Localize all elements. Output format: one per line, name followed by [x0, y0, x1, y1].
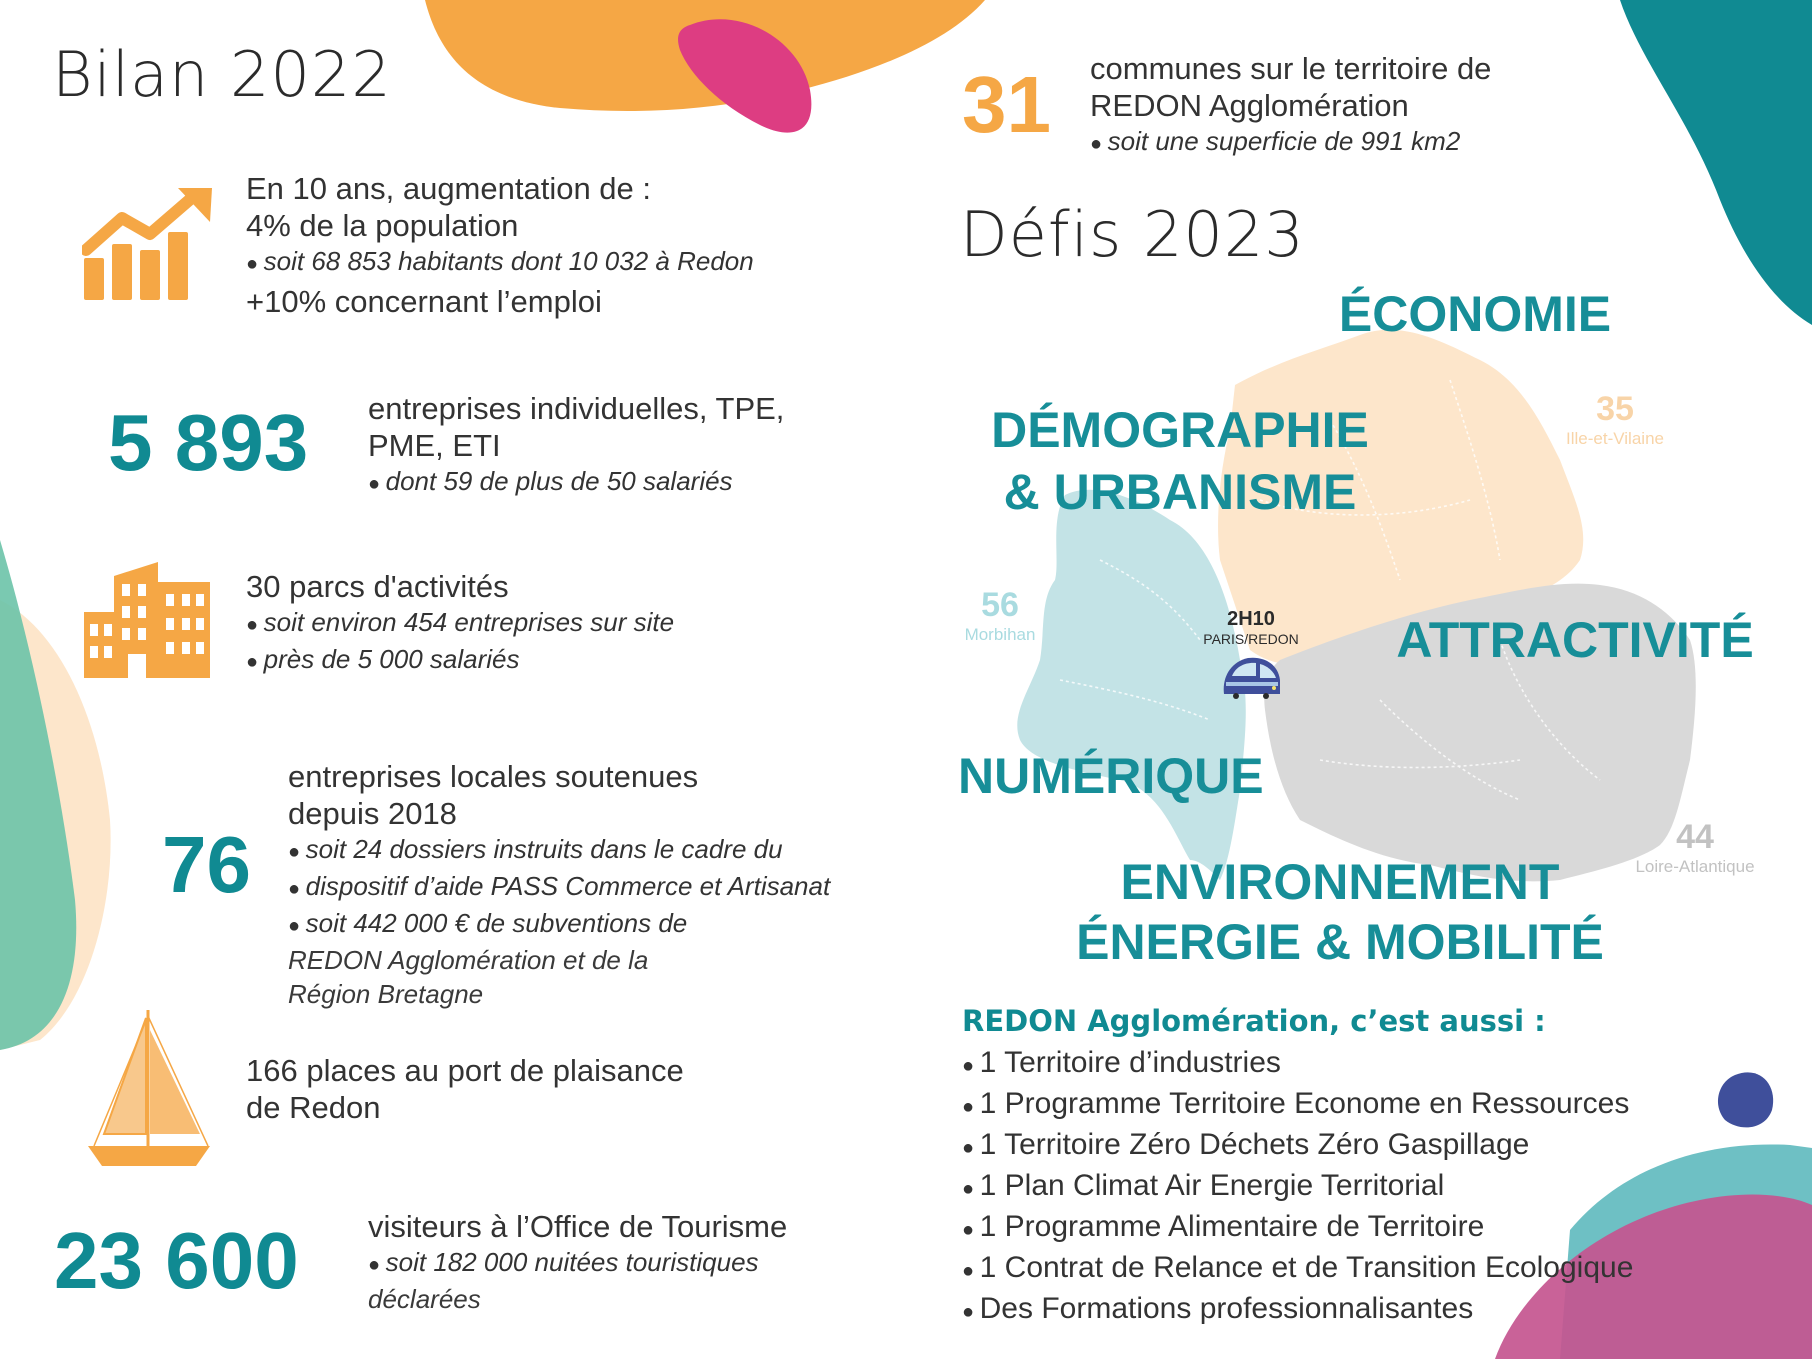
aussi-title: REDON Agglomération, c’est aussi : [962, 1004, 1546, 1038]
building-icon [84, 562, 214, 678]
locales-number: 76 [162, 820, 251, 909]
population-line1: En 10 ans, augmentation de : [246, 171, 652, 206]
tourisme-line1: visiteurs à l’Office de Tourisme [368, 1209, 788, 1244]
loire-number: 44 [1676, 818, 1714, 856]
locales-line2: depuis 2018 [288, 796, 457, 831]
tourisme-detail2: déclarées [368, 1284, 481, 1314]
map-label-morbihan [940, 586, 1060, 645]
port-line1: 166 places au port de plaisance [246, 1053, 684, 1088]
population-line3: +10% concernant l’emploi [246, 284, 602, 319]
communes-line2: REDON Agglomération [1090, 88, 1409, 123]
map-label-ille [1540, 390, 1690, 449]
theme-demographie-line1: DÉMOGRAPHIE [991, 402, 1369, 458]
map-label-loire [1620, 818, 1770, 877]
theme-demographie-line2: & URBANISME [1003, 464, 1357, 520]
population-block [246, 170, 866, 320]
list-item: ● 1 Programme Territoire Econome en Ressources [962, 1085, 1722, 1126]
entreprises-block [368, 390, 828, 501]
tourisme-block [368, 1208, 868, 1316]
entreprises-line2: PME, ETI [368, 428, 501, 463]
train-label [1186, 608, 1316, 647]
tourisme-detail1: ● soit 182 000 nuitées touristiques [368, 1245, 868, 1282]
communes-detail: ● soit une superficie de 991 km2 [1090, 124, 1590, 161]
communes-block [1090, 50, 1590, 161]
list-item: ● 1 Territoire Zéro Déchets Zéro Gaspillage [962, 1126, 1722, 1167]
port-line2: de Redon [246, 1090, 381, 1125]
morbihan-name: Morbihan [964, 625, 1036, 644]
entreprises-number: 5 893 [108, 398, 309, 487]
ille-number: 35 [1596, 390, 1634, 428]
parcs-detail1: ● soit environ 454 entreprises sur site [246, 605, 846, 642]
entreprises-detail: ● dont 59 de plus de 50 salariés [368, 464, 828, 501]
locales-detail1b-text: dispositif d’aide PASS Commerce et Artisanat [305, 871, 831, 901]
list-item: ● 1 Plan Climat Air Energie Territorial [962, 1167, 1722, 1208]
locales-detail2c: Région Bretagne [288, 979, 484, 1009]
parcs-detail2: ● près de 5 000 salariés [246, 642, 846, 679]
parcs-block [246, 568, 846, 679]
list-item: ● 1 Territoire d’industries [962, 1044, 1722, 1085]
bilan-title: Bilan 2022 [52, 38, 392, 111]
locales-block [288, 758, 868, 1011]
theme-attractivite: ATTRACTIVITÉ [1396, 612, 1754, 668]
defis-title: Défis 2023 [960, 198, 1305, 271]
theme-economie: ÉCONOMIE [1338, 286, 1612, 342]
locales-detail1b [288, 869, 868, 906]
train-route: PARIS/REDON [1203, 631, 1299, 647]
parcs-line1: 30 parcs d'activités [246, 569, 509, 604]
list-item: ● 1 Programme Alimentaire de Territoire [962, 1208, 1722, 1249]
growth-chart-icon [82, 188, 214, 300]
ille-name: Ille-et-Vilaine [1566, 429, 1664, 448]
theme-environnement-line2: ÉNERGIE & MOBILITÉ [1076, 914, 1604, 970]
theme-numerique: NUMÉRIQUE [958, 748, 1264, 804]
population-detail: ● soit 68 853 habitants dont 10 032 à Redon [246, 244, 866, 281]
entreprises-line1: entreprises individuelles, TPE, [368, 391, 785, 426]
population-line2: 4% de la population [246, 208, 519, 243]
loire-name: Loire-Atlantique [1635, 857, 1755, 876]
list-item: ● 1 Contrat de Relance et de Transition Ecologique [962, 1249, 1722, 1290]
theme-environnement-line1: ENVIRONNEMENT [1120, 854, 1560, 910]
aussi-list [962, 1044, 1722, 1331]
tourisme-number: 23 600 [54, 1216, 299, 1305]
locales-detail2b: REDON Agglomération et de la [288, 945, 649, 975]
locales-detail1a: ● soit 24 dossiers instruits dans le cadre du [288, 832, 868, 869]
communes-line1: communes sur le territoire de [1090, 51, 1492, 86]
morbihan-number: 56 [981, 586, 1019, 624]
port-block [246, 1052, 846, 1126]
sailboat-icon [84, 1010, 214, 1170]
train-icon [1218, 654, 1284, 700]
train-time: 2H10 [1227, 608, 1275, 630]
communes-number: 31 [962, 60, 1051, 149]
map-region-morbihan [1017, 490, 1245, 880]
locales-detail2a: ● soit 442 000 € de subventions de [288, 906, 868, 943]
locales-line1: entreprises locales soutenues [288, 759, 699, 794]
list-item: ● Des Formations professionnalisantes [962, 1290, 1722, 1331]
